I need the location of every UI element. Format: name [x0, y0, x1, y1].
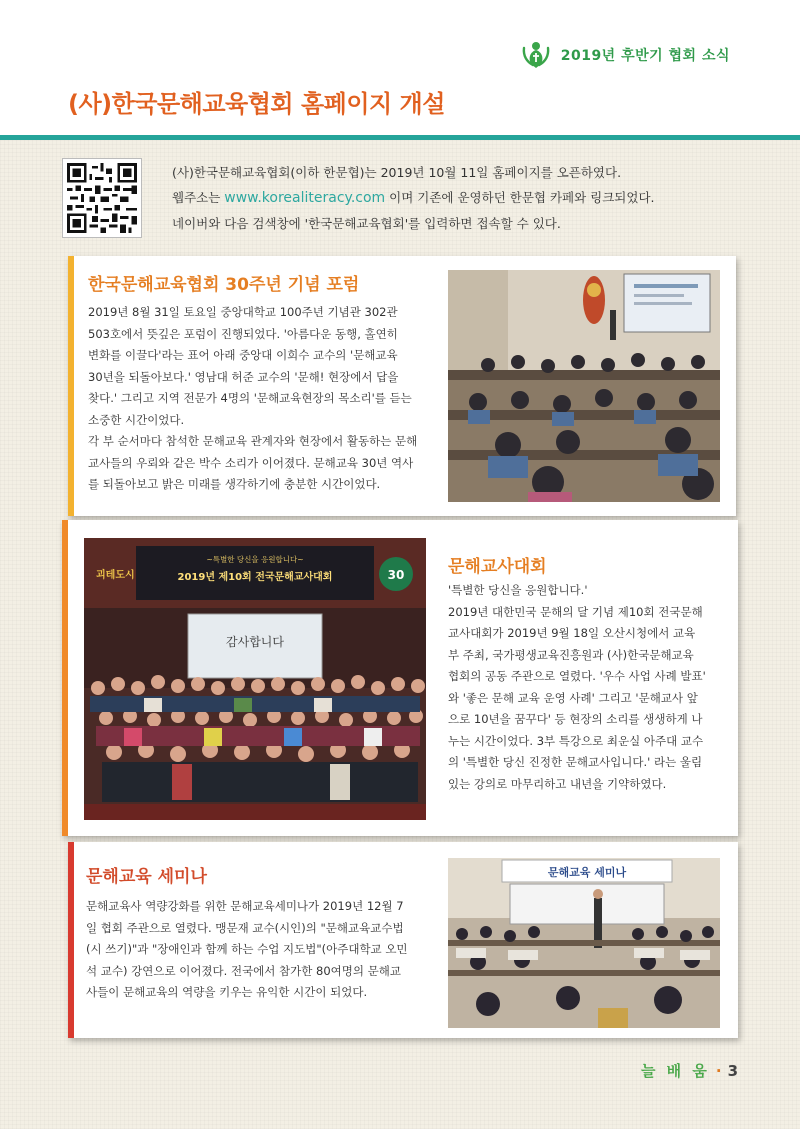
- card-accent: [62, 520, 68, 836]
- body-line: 의 '특별한 당신 진정한 문해교사입니다.' 라는 울림: [448, 755, 703, 769]
- forum-body: [88, 302, 417, 496]
- issue-label: 2019년 후반기 협회 소식: [560, 48, 730, 64]
- page-number: 3: [727, 1061, 738, 1080]
- literacy-association-logo-icon: [519, 38, 553, 72]
- svg-text:30: 30: [387, 568, 405, 582]
- body-line: 변화를 이끌다'라는 표어 아래 중앙대 이희수 교수의 '문해교육: [88, 348, 398, 362]
- body-line: 석 교수) 강연으로 이어졌다. 전국에서 참가한 80여명의 문해교: [86, 963, 401, 978]
- banner-line-1: ~특별한 당신을 응원합니다~: [206, 555, 304, 564]
- convention-group-photo: [84, 538, 426, 820]
- magazine-name: 늘 배 움: [640, 1062, 710, 1080]
- banner-line-2: 2019년 제10회 전국문해교사대회: [177, 572, 333, 583]
- body-line: 문해교육사 역량강화를 위한 문해교육세미나가 2019년 12월 7: [86, 899, 404, 913]
- card-accent: [68, 256, 74, 516]
- seminar-card: [68, 842, 738, 1038]
- intro-line-3: 네이버와 다음 검색창에 '한국문해교육협회'를 입력하면 접속할 수 있다.: [172, 216, 561, 231]
- body-line: 각 부 순서마다 참석한 문해교육 관계자와 현장에서 활동하는 문해: [88, 434, 418, 448]
- qr-code: [62, 158, 142, 238]
- body-line: 2019년 8월 31일 토요일 중앙대학교 100주년 기념관 302관: [88, 305, 398, 319]
- intro-line-2: 웹주소는 www.korealiteracy.com 이며 기존에 운영하던 한문협 카페와 링크되었다.: [172, 190, 655, 206]
- body-line: 으로 10년을 꿈꾸다' 등 현장의 소리를 생생하게 나: [448, 712, 703, 726]
- body-line: 를 되돌아보고 밝은 미래를 생각하기에 충분한 시간이었다.: [88, 477, 381, 491]
- body-line: 일 협회 주관으로 열렸다. 맹문재 교수(시인)의 "문해교육교수법: [86, 920, 404, 935]
- teachers-convention-card: [62, 520, 738, 836]
- body-line: 교사들의 우뢰와 같은 박수 소리가 이어졌다. 문해교육 30년 역사: [88, 455, 414, 470]
- seminar-body: [86, 896, 408, 1004]
- convention-body: [448, 580, 706, 795]
- banner-left-text: 괴테도시: [96, 570, 135, 581]
- body-line: 교사대회가 2019년 9월 18일 오산시청에서 교육: [448, 626, 696, 640]
- body-line: 사들이 문해교육의 역량을 키우는 유익한 시간이 되었다.: [86, 985, 368, 999]
- forum-photo: [448, 270, 720, 502]
- seminar-title: 문해교육 세미나: [86, 867, 207, 887]
- body-line: '특별한 당신을 응원합니다.': [448, 583, 588, 597]
- body-line: (시 쓰기)"과 "장애인과 함께 하는 수업 지도법"(아주대학교 오민: [86, 942, 408, 956]
- screen-text: 감사합니다: [226, 635, 284, 649]
- body-line: 2019년 대한민국 문해의 달 기념 제10회 전국문해: [448, 604, 703, 619]
- header-tag: [519, 40, 730, 70]
- body-line: 소중한 시간이었다.: [88, 412, 185, 427]
- forum-title: 한국문해교육협회 30주년 기념 포럼: [88, 275, 360, 295]
- body-line: 와 '좋은 문해 교육 운영 사례' 그리고 '문해교사 앞: [448, 690, 698, 705]
- page-title: (사)한국문해교육협회 홈페이지 개설: [68, 90, 445, 118]
- body-line: 부 주최, 국가평생교육진흥원과 (사)한국문해교육: [448, 647, 694, 662]
- seminar-photo: [448, 858, 720, 1028]
- intro-text: [172, 160, 752, 236]
- body-line: 누는 시간이었다. 3부 특강으로 최운실 아주대 교수: [448, 733, 704, 748]
- seminar-banner-text: 문해교육 세미나: [547, 866, 627, 879]
- card-accent: [68, 842, 74, 1038]
- body-line: 503호에서 뜻깊은 포럼이 진행되었다. '아름다운 동행, 홀연히: [88, 326, 398, 341]
- body-line: 30년을 되돌아보다.' 영남대 허준 교수의 '문해! 현장에서 답을: [88, 369, 399, 384]
- body-line: 협회의 공동 주관으로 열렸다. '우수 사업 사례 발표': [448, 669, 706, 683]
- qr-code-icon: [67, 163, 137, 233]
- title-rule: [0, 135, 800, 140]
- body-line: 찾다.' 그리고 지역 전문가 4명의 '문해교육현장의 목소리'를 듣는: [88, 391, 412, 405]
- convention-title: 문해교사대회: [448, 557, 547, 577]
- footer-dot: ·: [715, 1061, 722, 1080]
- page-footer: [641, 1060, 738, 1081]
- forum-card: [68, 256, 736, 516]
- website-link[interactable]: www.korealiteracy.com: [224, 190, 386, 206]
- intro-line-1: (사)한국문해교육협회(이하 한문협)는 2019년 10월 11일 홈페이지를 오픈하였다.: [172, 165, 622, 180]
- body-line: 있는 강의로 마무리하고 내년을 기약하였다.: [448, 776, 667, 791]
